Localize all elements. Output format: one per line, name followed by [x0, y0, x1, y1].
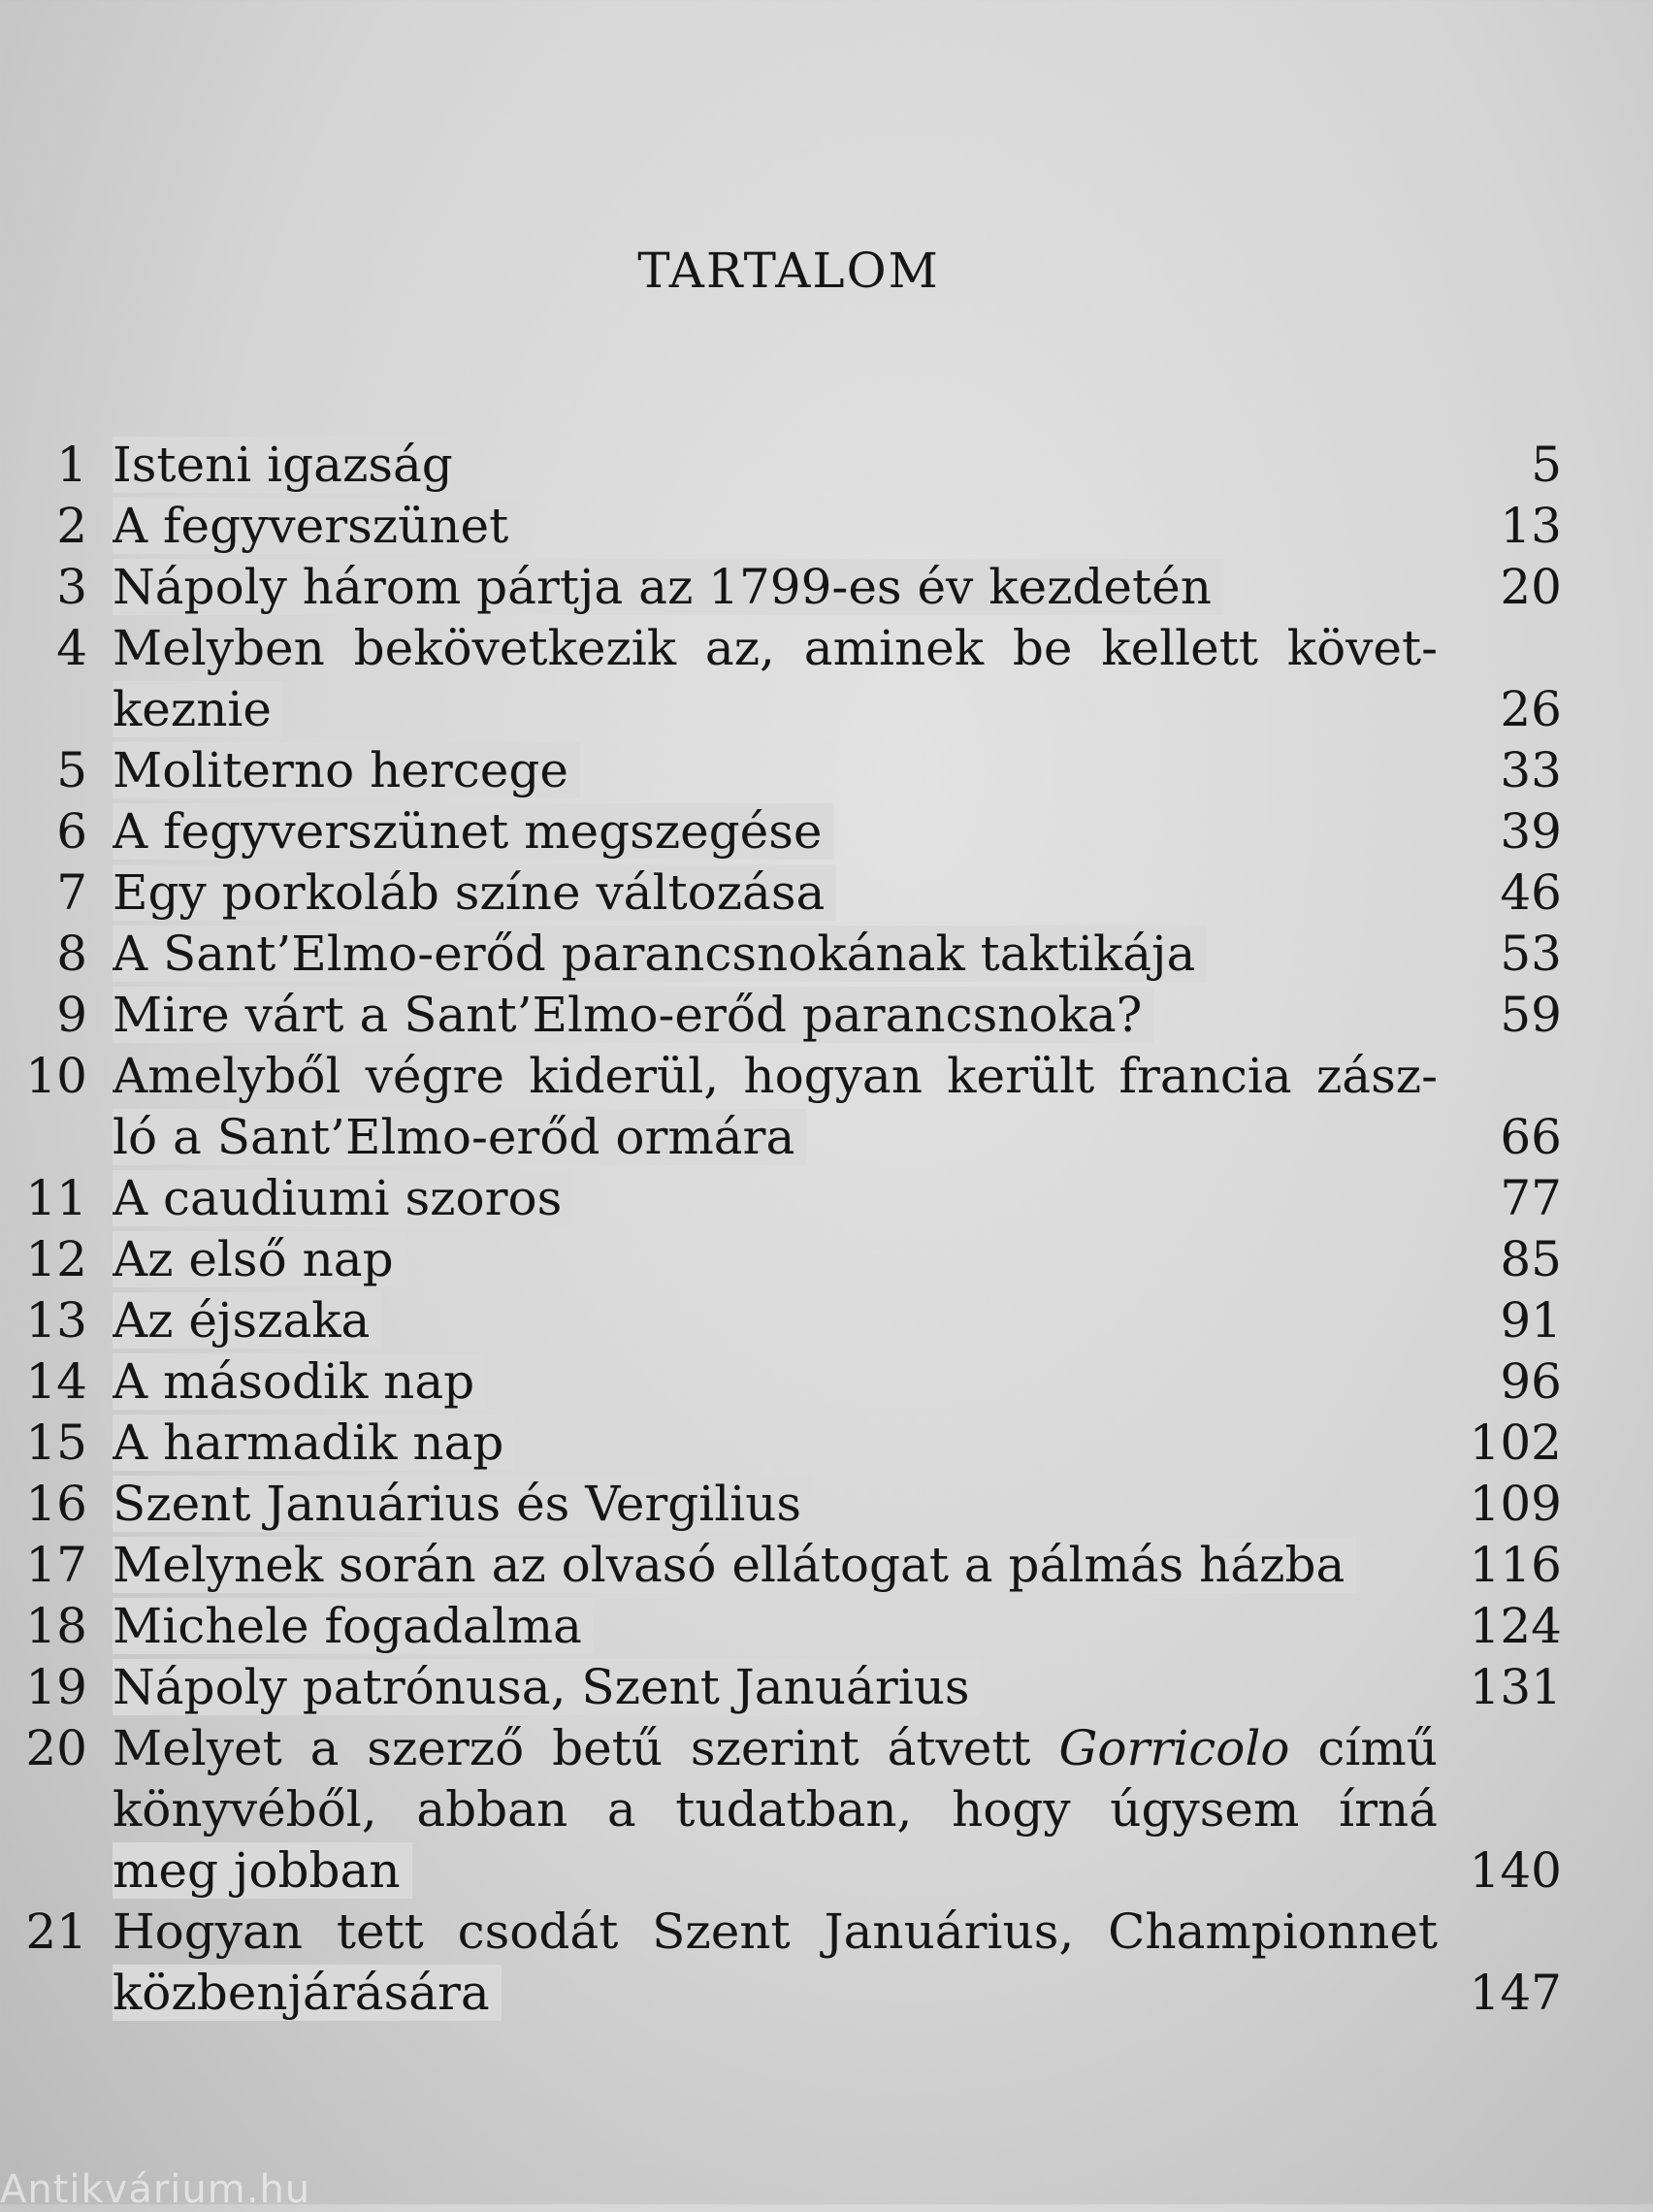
page-number: 116 [1469, 1537, 1562, 1593]
page-number: 20 [1500, 559, 1562, 615]
chapter-number: 12 [25, 1231, 87, 1287]
page-number: 26 [1500, 681, 1562, 737]
toc-line [0, 1229, 1653, 1290]
toc-entry [0, 740, 1653, 801]
chapter-number: 2 [56, 498, 87, 554]
toc-entry [0, 1290, 1653, 1351]
toc-entry [0, 1535, 1653, 1596]
toc-entry [0, 435, 1653, 496]
toc-line [0, 557, 1653, 618]
chapter-title [113, 1413, 1438, 1474]
toc-entry [0, 1474, 1653, 1535]
toc-line [0, 1351, 1653, 1413]
toc-entry [0, 1229, 1653, 1290]
page-number: 140 [1469, 1842, 1562, 1899]
toc-line [0, 862, 1653, 924]
chapter-number: 14 [25, 1353, 87, 1410]
page-number: 66 [1500, 1109, 1562, 1165]
chapter-title [113, 557, 1438, 618]
toc-line [0, 924, 1653, 985]
chapter-title [113, 985, 1438, 1046]
chapter-title-text: Az éjszaka [113, 1292, 381, 1349]
toc-line [0, 740, 1653, 801]
chapter-title [113, 1229, 1438, 1290]
chapter-title-text: Szent Januárius és Vergilius [113, 1476, 813, 1532]
chapter-title [113, 1107, 1438, 1168]
chapter-title-text: Egy porkoláb színe változása [113, 864, 836, 921]
toc-line [0, 985, 1653, 1046]
chapter-title [113, 1168, 1438, 1229]
chapter-number: 9 [56, 987, 87, 1043]
chapter-title-text: Az első nap [113, 1231, 405, 1287]
page-number: 77 [1500, 1170, 1562, 1226]
chapter-title-text: A caudiumi szoros [113, 1170, 573, 1226]
toc-entry [0, 862, 1653, 924]
chapter-title-text: keznie [113, 681, 283, 737]
chapter-title-text: A fegyverszünet megszegése [113, 803, 834, 860]
chapter-number: 19 [25, 1659, 87, 1715]
page-number: 131 [1469, 1659, 1562, 1715]
chapter-title-text: Mire várt a Sant’Elmo-erőd parancsnoka? [113, 987, 1153, 1043]
toc-entry [0, 924, 1653, 985]
toc-entry [0, 801, 1653, 862]
chapter-title [113, 740, 1438, 801]
toc-line [0, 1168, 1653, 1229]
toc-line [0, 1657, 1653, 1718]
chapter-title: Melyben bekövetkezik az, aminek be kellett követ- [113, 620, 1438, 676]
chapter-number: 13 [25, 1292, 87, 1349]
chapter-title-text: Michele fogadalma [113, 1598, 594, 1654]
page-number: 33 [1500, 742, 1562, 798]
toc-entry [0, 1351, 1653, 1413]
chapter-number: 18 [25, 1598, 87, 1654]
toc-line [0, 1779, 1653, 1840]
page-number: 109 [1469, 1476, 1562, 1532]
chapter-number: 11 [25, 1170, 87, 1226]
toc-entry [0, 1046, 1653, 1168]
page-number: 147 [1469, 1965, 1562, 2021]
page-number: 59 [1500, 987, 1562, 1043]
chapter-title: Amelyből végre kiderül, hogyan került francia zász- [113, 1048, 1438, 1104]
chapter-title [113, 435, 1438, 496]
toc-line [0, 801, 1653, 862]
toc-entry [0, 1413, 1653, 1474]
chapter-title-text: Moliterno hercege [113, 742, 580, 798]
toc-entry [0, 1596, 1653, 1657]
page-number: 46 [1500, 864, 1562, 921]
toc-entry [0, 1902, 1653, 2024]
toc-entry [0, 557, 1653, 618]
toc-entry [0, 1718, 1653, 1902]
page-title: TARTALOM [637, 243, 940, 299]
chapter-title [113, 1657, 1438, 1718]
chapter-title-text: A második nap [113, 1353, 486, 1410]
chapter-title [113, 1535, 1438, 1596]
chapter-title-text: Nápoly patrónusa, Szent Januárius [113, 1659, 982, 1715]
toc-line [0, 1596, 1653, 1657]
page-number: 96 [1500, 1353, 1562, 1410]
chapter-number: 17 [25, 1537, 87, 1593]
toc-line [0, 1963, 1653, 2024]
chapter-title-text: A Sant’Elmo-erőd parancsnokának taktikája [113, 926, 1207, 982]
page-number: 102 [1469, 1415, 1562, 1471]
chapter-title [113, 1351, 1438, 1413]
watermark: Antikvárium.hu [0, 2167, 311, 2212]
toc-line [0, 679, 1653, 740]
page-number: 53 [1500, 926, 1562, 982]
chapter-number: 7 [56, 864, 87, 921]
toc-entry [0, 618, 1653, 740]
table-of-contents [0, 435, 1653, 2024]
chapter-title-text: A harmadik nap [113, 1415, 515, 1471]
chapter-number: 8 [56, 926, 87, 982]
chapter-number: 1 [56, 437, 87, 493]
chapter-title [113, 1596, 1438, 1657]
page-number: 85 [1500, 1231, 1562, 1287]
chapter-title-text: ló a Sant’Elmo-erőd ormára [113, 1109, 806, 1165]
chapter-title [113, 496, 1438, 557]
page-number: 5 [1531, 437, 1562, 493]
chapter-title-text: Isteni igazság [113, 437, 465, 493]
chapter-number: 20 [25, 1720, 87, 1776]
toc-entry [0, 1168, 1653, 1229]
toc-line [0, 618, 1653, 679]
toc-line [0, 1474, 1653, 1535]
toc-line [0, 1413, 1653, 1474]
toc-entry [0, 985, 1653, 1046]
toc-entry [0, 496, 1653, 557]
chapter-title [113, 1290, 1438, 1351]
chapter-title [113, 1963, 1438, 2024]
toc-line [0, 1718, 1653, 1779]
page-number: 13 [1500, 498, 1562, 554]
chapter-number: 6 [56, 803, 87, 860]
chapter-title [113, 924, 1438, 985]
chapter-number: 3 [56, 559, 87, 615]
toc-line [0, 1107, 1653, 1168]
toc-line [0, 1902, 1653, 1963]
toc-line [0, 1290, 1653, 1351]
chapter-title-text: A fegyverszünet [113, 498, 520, 554]
toc-entry [0, 1657, 1653, 1718]
toc-line [0, 1535, 1653, 1596]
chapter-title-text: meg jobban [113, 1842, 412, 1899]
chapter-number: 21 [25, 1903, 87, 1960]
toc-line [0, 496, 1653, 557]
chapter-title: Hogyan tett csodát Szent Januárius, Championnet [113, 1903, 1438, 1960]
chapter-title-text: Melynek során az olvasó ellátogat a pálmás házba [113, 1537, 1356, 1593]
chapter-title [113, 801, 1438, 862]
chapter-title [113, 679, 1438, 740]
chapter-title [113, 1474, 1438, 1535]
chapter-title: könyvéből, abban a tudatban, hogy úgysem írná [113, 1781, 1438, 1838]
chapter-number: 4 [56, 620, 87, 676]
toc-line [0, 435, 1653, 496]
chapter-title: Melyet a szerző betű szerint átvett Gorricolo című [113, 1720, 1438, 1776]
chapter-title-text: Nápoly három pártja az 1799-es év kezdetén [113, 559, 1223, 615]
chapter-title-text: közbenjárására [113, 1965, 502, 2021]
chapter-number: 16 [25, 1476, 87, 1532]
chapter-number: 10 [25, 1048, 87, 1104]
chapter-number: 5 [56, 742, 87, 798]
toc-line [0, 1046, 1653, 1107]
page-number: 91 [1500, 1292, 1562, 1349]
chapter-number: 15 [25, 1415, 87, 1471]
page-number: 124 [1469, 1598, 1562, 1654]
toc-line [0, 1840, 1653, 1902]
chapter-title [113, 862, 1438, 924]
chapter-title [113, 1840, 1438, 1902]
page-number: 39 [1500, 803, 1562, 860]
